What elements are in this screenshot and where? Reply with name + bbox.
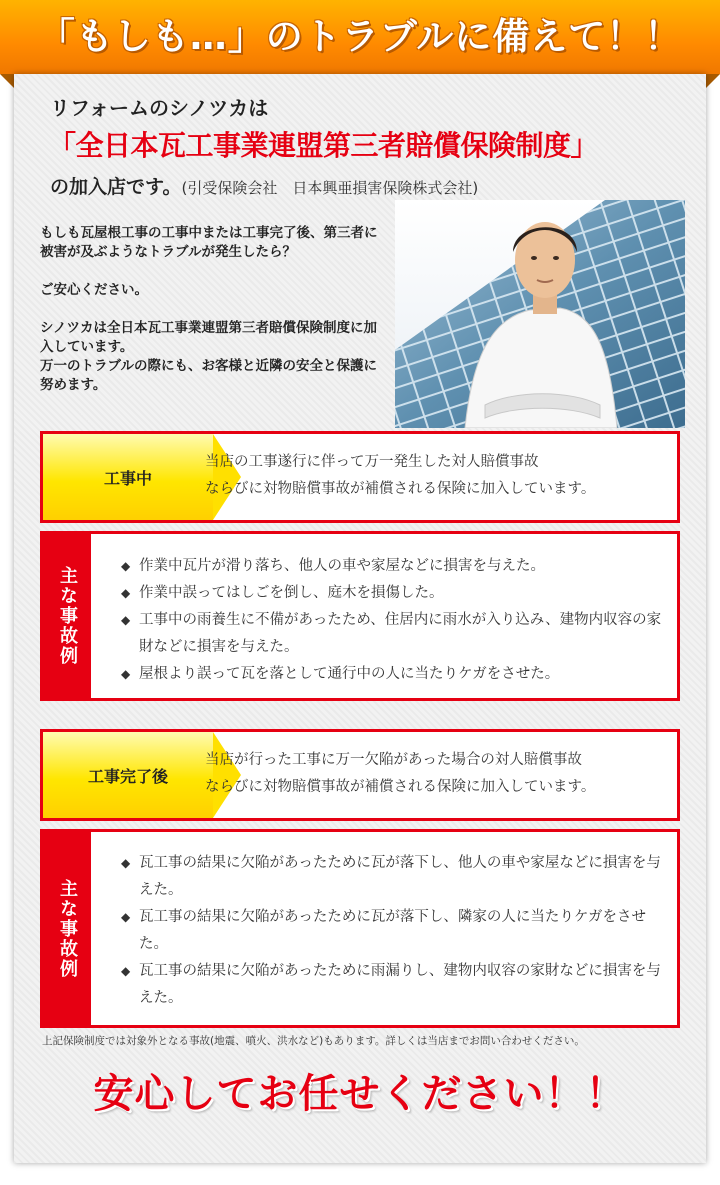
during-line-2: ならびに対物賠償事故が補償される保険に加入しています。 bbox=[205, 481, 596, 497]
description-membership bbox=[40, 319, 390, 395]
after-line-2: ならびに対物賠償事故が補償される保険に加入しています。 bbox=[205, 779, 596, 795]
list-item: ◆ 作業中誤ってはしごを倒し、庭木を損傷した。 bbox=[121, 580, 671, 607]
intro-member-text: の加入店です。 bbox=[50, 176, 182, 198]
description-membership-line: シノツカは全日本瓦工事業連盟第三者賠償保険制度に加入しています。 bbox=[40, 320, 377, 355]
during-construction-text bbox=[205, 449, 675, 503]
during-construction-box bbox=[40, 431, 680, 523]
after-completion-text bbox=[205, 747, 675, 801]
after-accident-examples bbox=[40, 829, 680, 1028]
list-item: ◆ 作業中瓦片が滑り落ち、他人の車や家屋などに損害を与えた。 bbox=[121, 553, 671, 580]
list-item: ◆ 屋根より誤って瓦を落として通行中の人に当たりケガをさせた。 bbox=[121, 661, 671, 688]
description-safety-line: 万一のトラブルの際にも、お客様と近隣の安全と保護に努めます。 bbox=[40, 358, 377, 393]
list-item: ◆ 工事中の雨養生に不備があったため、住居内に雨水が入り込み、建物内収容の家財などに損害を与えた。 bbox=[121, 607, 671, 661]
description-block bbox=[40, 224, 390, 395]
coverage-note: 上記保険制度では対象外となる事故(地震、噴火、洪水など)もあります。詳しくは当店までお問い合わせください。 bbox=[42, 1035, 585, 1047]
during-accident-label-text: 主な事故例 bbox=[57, 566, 78, 666]
intro-insurance-name: 「全日本瓦工事業連盟第三者賠償保険制度」 bbox=[48, 129, 599, 162]
banner-fold-right bbox=[706, 74, 720, 88]
after-accident-label bbox=[43, 832, 91, 1025]
staff-photo bbox=[395, 200, 685, 428]
during-construction-tag: 工事中 bbox=[43, 434, 213, 520]
after-accident-list bbox=[121, 850, 671, 1012]
after-completion-tag: 工事完了後 bbox=[43, 732, 213, 818]
list-item: ◆ 瓦工事の結果に欠陥があったために雨漏りし、建物内収容の家財などに損害を与えた。 bbox=[121, 958, 671, 1012]
during-line-1: 当店の工事遂行に伴って万一発生した対人賠償事故 bbox=[205, 454, 539, 470]
header-banner bbox=[0, 0, 720, 74]
list-item: ◆ 瓦工事の結果に欠陥があったために瓦が落下し、他人の車や家屋などに損害を与えた。 bbox=[121, 850, 671, 904]
intro-company: リフォームのシノツカは bbox=[50, 96, 269, 120]
closing-message: 安心してお任せください！！ bbox=[93, 1071, 627, 1117]
intro-member bbox=[50, 172, 478, 199]
banner-title: 「もしも…」のトラブルに備えて！！ bbox=[37, 15, 683, 58]
banner-fold-left bbox=[0, 74, 14, 88]
after-accident-label-text: 主な事故例 bbox=[57, 878, 78, 979]
after-line-1: 当店が行った工事に万一欠陥があった場合の対人賠償事故 bbox=[205, 752, 582, 768]
description-question: もしも瓦屋根工事の工事中または工事完了後、第三者に被害が及ぶようなトラブルが発生したら？ bbox=[40, 225, 378, 260]
description-reassure: ご安心ください。 bbox=[40, 282, 148, 298]
intro-insurer-note: (引受保険会社 日本興亜損害保険株式会社) bbox=[181, 179, 479, 197]
during-accident-label bbox=[43, 534, 91, 698]
list-item: ◆ 瓦工事の結果に欠陥があったために瓦が落下し、隣家の人に当たりケガをさせた。 bbox=[121, 904, 671, 958]
after-completion-box bbox=[40, 729, 680, 821]
during-accident-examples bbox=[40, 531, 680, 701]
during-accident-list bbox=[121, 553, 671, 688]
